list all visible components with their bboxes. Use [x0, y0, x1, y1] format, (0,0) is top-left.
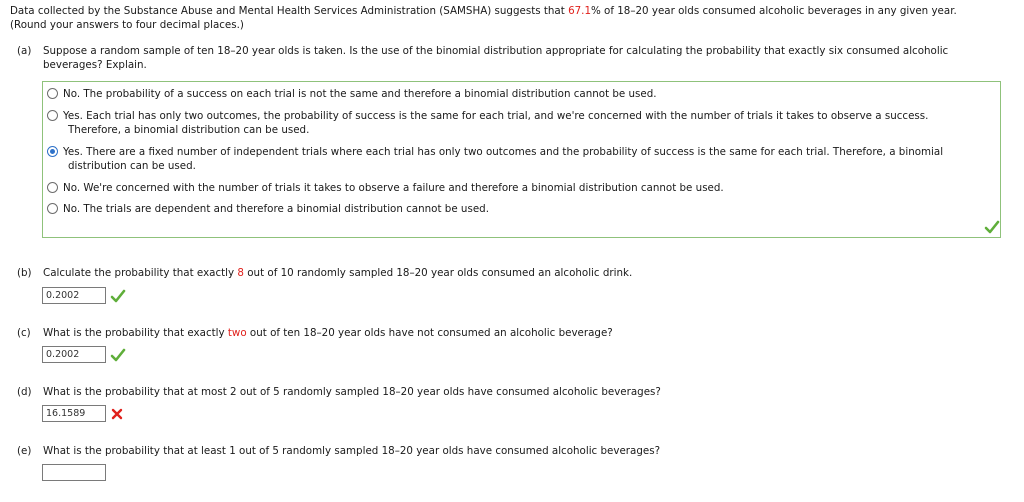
- intro-line-1: Data collected by the Substance Abuse and Mental Health Services Administration (SAMSHA) suggests that 67.1% of 18–20 year olds consumed alcoholic beverages in any given year.: [10, 5, 957, 17]
- part-e-letter: (e): [17, 445, 32, 457]
- part-d-answer-input[interactable]: [42, 405, 106, 422]
- part-a-question: Suppose a random sample of ten 18–20 year olds is taken. Is the use of the binomial distribution appropriate for calculating the probability that exactly six consumed alcoholic beverages? Explain.: [43, 45, 949, 71]
- part-a-check-icon: [984, 220, 1000, 234]
- part-b-question: Calculate the probability that exactly 8 out of 10 randomly sampled 18–20 year olds consumed an alcoholic drink.: [43, 267, 633, 279]
- part-d-letter: (d): [17, 386, 32, 398]
- option-1-radio[interactable]: [47, 88, 58, 99]
- part-c-letter: (c): [17, 327, 31, 339]
- part-b-highlight: 8: [237, 267, 244, 279]
- part-a-options-box: [42, 81, 1001, 238]
- option-5-label[interactable]: No. The trials are dependent and therefore a binomial distribution cannot be used.: [63, 203, 489, 215]
- part-b-check-icon: [110, 289, 126, 303]
- part-a-letter: (a): [17, 45, 32, 57]
- option-2-label[interactable]: Yes. Each trial has only two outcomes, the probability of success is the same for each trial, and we're concerned with the number of trials it takes to observe a success. Therefore, a binomial distribution can be used.: [63, 110, 929, 136]
- option-2-radio[interactable]: [47, 110, 58, 121]
- part-c-highlight: two: [227, 327, 247, 339]
- part-e-question: What is the probability that at least 1 out of 5 randomly sampled 18–20 year olds have consumed alcoholic beverages?: [43, 445, 661, 457]
- option-3-radio-selected[interactable]: [47, 146, 58, 157]
- option-1-label[interactable]: No. The probability of a success on each trial is not the same and therefore a binomial distribution cannot be used.: [63, 88, 657, 100]
- part-e-answer-input[interactable]: [42, 464, 106, 481]
- percentage-highlight: 67.1: [568, 5, 591, 17]
- option-4-radio[interactable]: [47, 182, 58, 193]
- problem-intro: [10, 4, 1015, 32]
- option-3-label[interactable]: Yes. There are a fixed number of independent trials where each trial has only two outcomes and the probability of success is the same for each trial. Therefore, a binomial distribution can be used.: [63, 146, 944, 172]
- part-b-letter: (b): [17, 267, 32, 279]
- part-d-x-icon: [111, 408, 123, 420]
- option-5-radio[interactable]: [47, 203, 58, 214]
- part-c-question: What is the probability that exactly two out of ten 18–20 year olds have not consumed an alcoholic beverage?: [43, 327, 613, 339]
- part-b-answer-input[interactable]: [42, 287, 106, 304]
- part-d-question: What is the probability that at most 2 out of 5 randomly sampled 18–20 year olds have consumed alcoholic beverages?: [43, 386, 661, 398]
- part-c-answer-input[interactable]: [42, 346, 106, 363]
- intro-line-2: (Round your answers to four decimal places.): [10, 19, 244, 31]
- part-c-check-icon: [110, 348, 126, 362]
- option-4-label[interactable]: No. We're concerned with the number of trials it takes to observe a failure and therefore a binomial distribution cannot be used.: [63, 182, 724, 194]
